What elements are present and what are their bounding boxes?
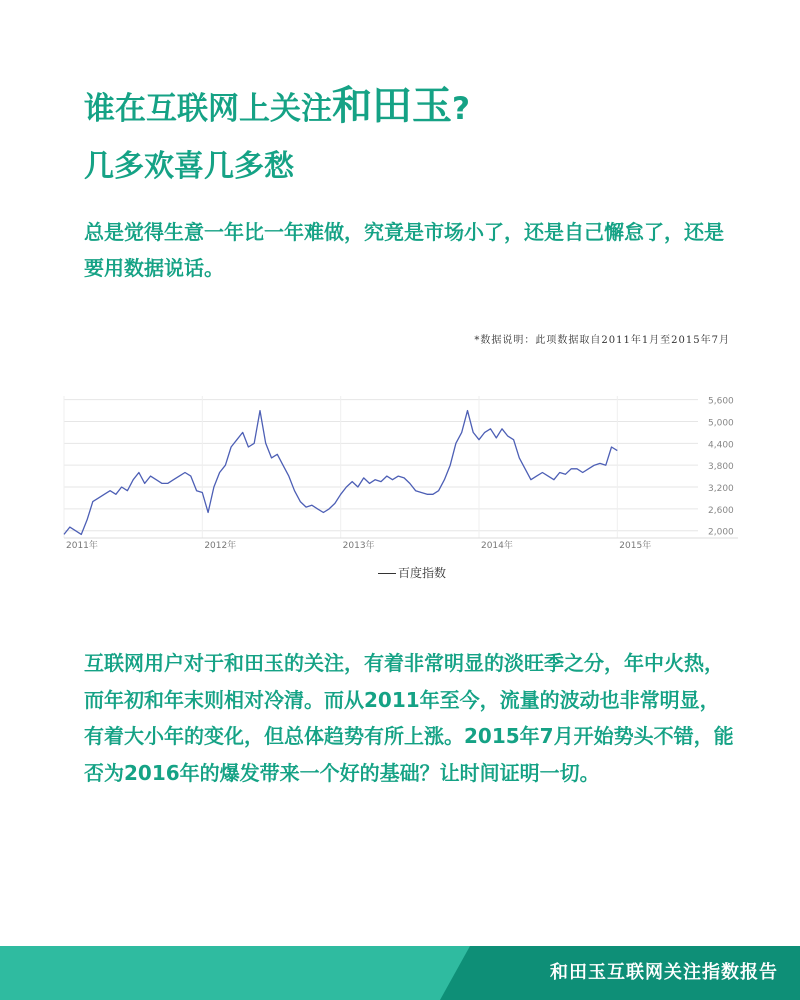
title-part1: 谁在互联网上关注 xyxy=(84,91,332,127)
line-chart xyxy=(60,388,750,558)
data-note: *数据说明：此项数据取自2011年1月至2015年7月 xyxy=(474,335,730,346)
y-tick-label: 5,600 xyxy=(708,396,734,407)
x-tick-label: 2012年 xyxy=(204,541,237,551)
legend-line-swatch xyxy=(378,573,396,574)
chart-legend xyxy=(378,564,446,581)
chart-area xyxy=(60,388,750,588)
y-tick-label: 5,000 xyxy=(708,418,734,429)
body-paragraph: 互联网用户对于和田玉的关注，有着非常明显的淡旺季之分，年中火热，而年初和年末则相对冷清。而从2011年至今，流量的波动也非常明显，有着大小年的变化，但总体趋势有所上涨。2015年7月开始势头不错，能否为2016年的爆发带来一个好的基础？让时间证明一切。 xyxy=(84,651,734,785)
y-tick-label: 2,600 xyxy=(708,505,734,516)
y-tick-label: 3,800 xyxy=(708,462,734,473)
legend-label: 百度指数 xyxy=(398,566,447,580)
y-tick-label: 4,400 xyxy=(708,440,734,451)
intro-paragraph: 总是觉得生意一年比一年难做，究竟是市场小了，还是自己懈怠了，还是要用数据说话。 xyxy=(84,220,724,280)
x-tick-label: 2015年 xyxy=(619,541,652,551)
y-tick-label: 3,200 xyxy=(708,484,734,495)
title-part2: ? xyxy=(452,91,470,127)
y-tick-label: 2,000 xyxy=(708,527,734,538)
x-tick-label: 2014年 xyxy=(480,541,513,551)
page-title xyxy=(84,74,470,131)
page-subtitle: 几多欢喜几多愁 xyxy=(84,149,294,184)
footer-label: 和田玉互联网关注指数报告 xyxy=(550,962,778,983)
x-tick-label: 2011年 xyxy=(66,541,98,551)
x-tick-label: 2013年 xyxy=(342,541,375,551)
title-highlight: 和田玉 xyxy=(332,83,452,129)
